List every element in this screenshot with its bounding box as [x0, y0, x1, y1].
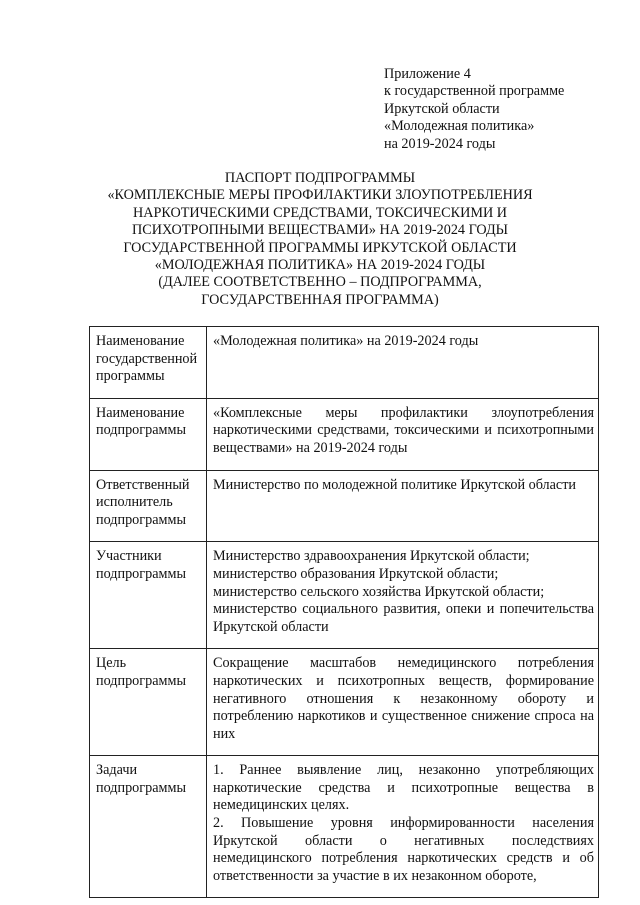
value-paragraph: министерство сельского хозяйства Иркутской области;: [213, 583, 545, 600]
document-title: [100, 170, 540, 309]
title-line: «КОМПЛЕКСНЫЕ МЕРЫ ПРОФИЛАКТИКИ ЗЛОУПОТРЕБЛЕНИЯ: [107, 187, 533, 204]
table-row: [90, 756, 599, 898]
table-row: [90, 327, 599, 399]
appendix-line: на 2019-2024 годы: [384, 135, 496, 152]
row-label: Наименование подпрограммы: [90, 398, 207, 470]
row-value: [207, 470, 599, 542]
table-row: [90, 470, 599, 542]
table-row: [90, 542, 599, 649]
value-paragraph: Сокращение масштабов немедицинского потребления наркотических и психотропных веществ, формирование негативного отношения к незаконному обороту и потреблению наркотиков и существенное снижение спроса на них: [213, 655, 594, 742]
passport-table: [89, 326, 599, 898]
row-value: [207, 756, 599, 898]
value-paragraph: министерство образования Иркутской области;: [213, 565, 499, 582]
title-line: (ДАЛЕЕ СООТВЕТСТВЕННО – ПОДПРОГРАММА,: [158, 274, 482, 291]
appendix-line: «Молодежная политика»: [384, 118, 535, 135]
appendix-header: [384, 66, 624, 153]
row-label: Наименование государственной программы: [90, 327, 207, 399]
row-label: Участники подпрограммы: [90, 542, 207, 649]
title-line: ПСИХОТРОПНЫМИ ВЕЩЕСТВАМИ» НА 2019-2024 ГОДЫ: [131, 222, 509, 239]
row-label: Ответственный исполнитель подпрограммы: [90, 470, 207, 542]
value-paragraph: Министерство по молодежной политике Иркутской области: [213, 476, 577, 493]
row-label: Задачи подпрограммы: [90, 756, 207, 898]
value-paragraph: «Комплексные меры профилактики злоупотребления наркотическими средствами, токсическими и психотропными веществами» на 2019-2024 годы: [213, 404, 594, 456]
value-paragraph: министерство социального развития, опеки и попечительства Иркутской области: [213, 601, 594, 635]
row-value: [207, 542, 599, 649]
title-line: «МОЛОДЕЖНАЯ ПОЛИТИКА» НА 2019-2024 ГОДЫ: [154, 257, 486, 274]
value-paragraph: 2. Повышение уровня информированности населения Иркутской области о негативных последствиях немедицинского потребления наркотических средств и об ответственности за участие в их незаконном обороте,: [213, 815, 594, 884]
title-line: НАРКОТИЧЕСКИМИ СРЕДСТВАМИ, ТОКСИЧЕСКИМИ И: [133, 204, 507, 221]
title-line: ГОСУДАРСТВЕННАЯ ПРОГРАММА): [201, 291, 439, 308]
value-paragraph: 1. Раннее выявление лиц, незаконно употребляющих наркотические средства и психотропные вещества в немедицинских целях.: [213, 762, 594, 814]
appendix-line: Иркутской области: [384, 100, 500, 117]
value-paragraph: «Молодежная политика» на 2019-2024 годы: [213, 333, 479, 349]
value-paragraph: Министерство здравоохранения Иркутской области;: [213, 548, 530, 565]
title-line: ГОСУДАРСТВЕННОЙ ПРОГРАММЫ ИРКУТСКОЙ ОБЛАСТИ: [123, 239, 517, 256]
row-value: [207, 327, 599, 399]
appendix-line: к государственной программе: [384, 83, 565, 100]
table-row: [90, 649, 599, 756]
table-row: [90, 398, 599, 470]
title-line: ПАСПОРТ ПОДПРОГРАММЫ: [224, 170, 416, 186]
row-value: [207, 649, 599, 756]
row-label: Цель подпрограммы: [90, 649, 207, 756]
row-value: [207, 398, 599, 470]
appendix-line: Приложение 4: [384, 66, 471, 82]
